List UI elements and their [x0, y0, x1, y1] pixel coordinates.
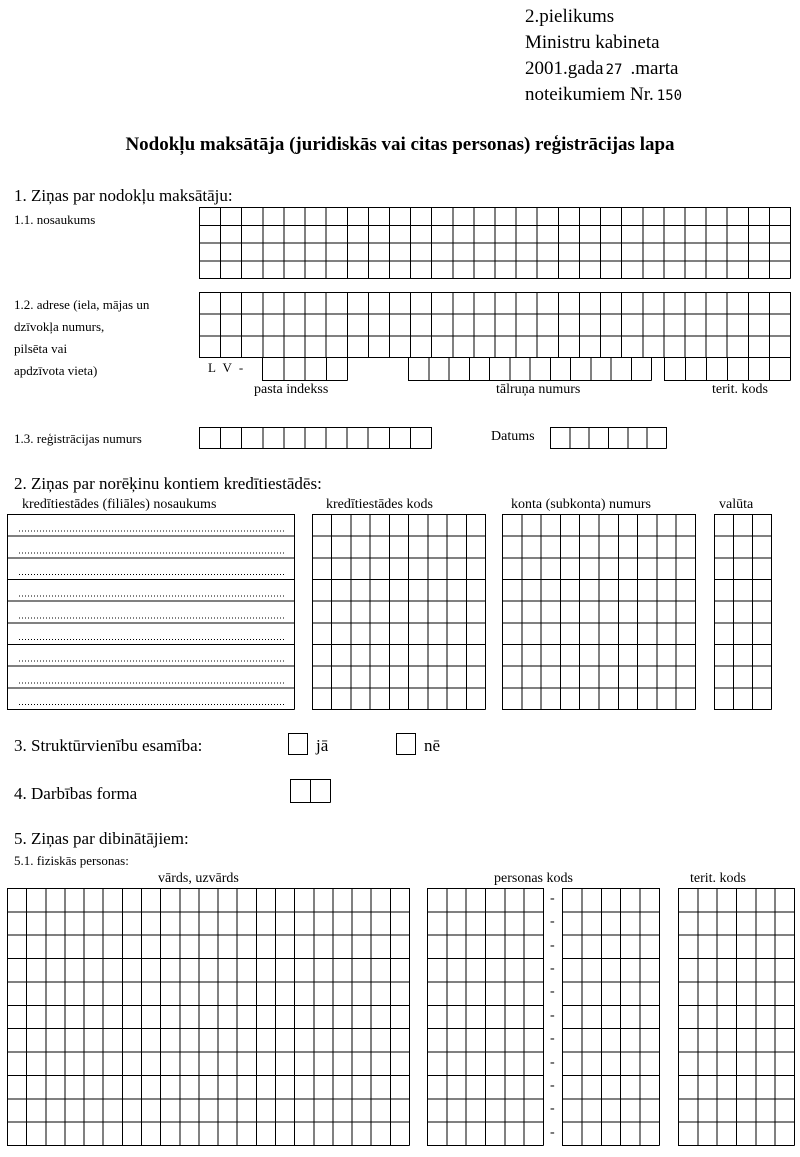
personal-code-grid-b[interactable] [562, 888, 660, 1146]
section5-heading: 5. Ziņas par dibinātājiem: [14, 829, 189, 848]
account-header: konta (subkonta) numurs [511, 497, 651, 512]
page-title: Nodokļu maksātāja (juridiskās vai citas personas) reģistrācijas lapa [125, 134, 675, 155]
founder-terit-grid[interactable] [678, 888, 795, 1146]
postcode-label: pasta indekss [254, 382, 329, 397]
yes-label: jā [316, 736, 329, 755]
terit-label: terit. kods [712, 382, 768, 397]
personal-code-dash: - [550, 984, 555, 1000]
reg-number-grid[interactable] [199, 427, 432, 449]
founder-name-grid[interactable] [7, 888, 410, 1146]
address-label-4: apdzīvota vieta) [14, 363, 98, 378]
no-label: nē [424, 736, 441, 755]
address-label-3: pilsēta vai [14, 341, 68, 356]
lv-prefix: L V - [208, 360, 246, 375]
currency-header: valūta [719, 497, 754, 512]
section1-heading: 1. Ziņas par nodokļu maksātāju: [14, 186, 233, 205]
activity-form-grid[interactable] [290, 779, 331, 803]
date-label: Datums [491, 429, 535, 444]
personal-code-grid-a[interactable] [427, 888, 544, 1146]
personal-code-dash: - [550, 937, 555, 953]
annex-number: 2.pielikums [525, 6, 615, 27]
address-label-1: 1.2. adrese (iela, mājas un [14, 297, 150, 312]
founder-terit-header: terit. kods [690, 871, 746, 886]
address-label-2: dzīvokļa numurs, [14, 319, 105, 334]
bank-code-header: kredītiestādes kods [326, 497, 433, 512]
name-label: 1.1. nosaukums [14, 212, 96, 227]
personal-code-dash: - [550, 961, 555, 977]
regulation-number [525, 82, 682, 109]
personal-code-dash: - [550, 1124, 555, 1140]
section4-heading: 4. Darbības forma [14, 784, 138, 803]
personal-code-dash: - [550, 891, 555, 906]
regulation-day: 27 [605, 62, 623, 78]
regulation-number-label: noteikumiem Nr. [525, 84, 654, 105]
personal-code-dash: - [550, 914, 555, 930]
section2-heading: 2. Ziņas par norēķinu kontiem kredītiestādēs: [14, 474, 322, 493]
personal-code-dash: - [550, 1054, 555, 1070]
date-grid[interactable] [550, 427, 667, 449]
postcode-grid[interactable] [262, 357, 348, 381]
terit-code-grid[interactable] [664, 357, 791, 381]
name-grid[interactable] [199, 207, 791, 279]
section5-sub: 5.1. fiziskās personas: [14, 853, 129, 868]
personal-code-dash: - [550, 1007, 555, 1023]
issuer: Ministru kabineta [525, 32, 660, 53]
regulation-date [525, 56, 679, 83]
bank-code-grid[interactable] [312, 514, 486, 710]
reg-number-label: 1.3. reģistrācijas numurs [14, 431, 142, 446]
phone-label: tālruņa numurs [496, 382, 581, 397]
regulation-month: .marta [630, 58, 679, 79]
regulation-year: 2001.gada [525, 58, 604, 79]
structural-units-yes-checkbox[interactable] [288, 733, 308, 755]
structural-units-no-checkbox[interactable] [396, 733, 416, 755]
personal-code-header: personas kods [494, 871, 573, 886]
personal-code-dash: - [550, 1101, 555, 1117]
bank-name-header: kredītiestādes (filiāles) nosaukums [22, 497, 217, 512]
section3-heading: 3. Struktūrvienību esamība: [14, 736, 203, 755]
bank-name-table[interactable] [7, 514, 295, 710]
personal-code-dash: - [550, 1077, 555, 1093]
address-grid[interactable] [199, 292, 791, 358]
account-grid[interactable] [502, 514, 696, 710]
currency-grid[interactable] [714, 514, 772, 710]
regulation-number-value: 150 [656, 88, 683, 104]
personal-code-dash: - [550, 1031, 555, 1047]
phone-grid[interactable] [408, 357, 652, 381]
founder-name-header: vārds, uzvārds [158, 871, 239, 886]
